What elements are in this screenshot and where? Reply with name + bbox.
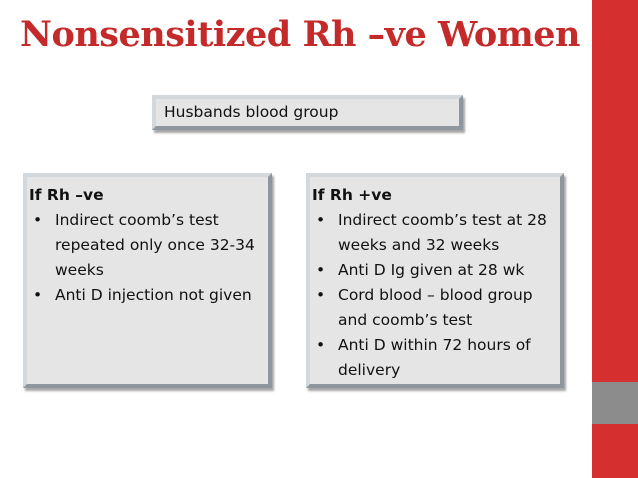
slide-title: Nonsensitized Rh –ve Women [19, 14, 581, 55]
side-accent-gray-block [592, 382, 638, 424]
list-item: • Anti D within 72 hours of delivery [312, 333, 556, 383]
list-item: • Indirect coomb’s test repeated only once 32-34 weeks [29, 208, 264, 283]
list-item: • Anti D Ig given at 28 wk [312, 258, 556, 283]
rh-negative-heading: If Rh –ve [29, 186, 104, 204]
list-item: • Anti D injection not given [29, 283, 264, 308]
rh-negative-box [23, 173, 272, 388]
husband-blood-group-label: Husbands blood group [164, 103, 339, 121]
list-item: • Cord blood – blood group and coomb’s test [312, 283, 556, 333]
list-item: • Indirect coomb’s test at 28 weeks and 32 weeks [312, 208, 556, 258]
rh-negative-list [29, 208, 264, 308]
husband-blood-group-box [152, 95, 463, 130]
rh-positive-box [306, 173, 564, 388]
rh-positive-heading: If Rh +ve [312, 186, 392, 204]
rh-positive-list [312, 208, 556, 383]
